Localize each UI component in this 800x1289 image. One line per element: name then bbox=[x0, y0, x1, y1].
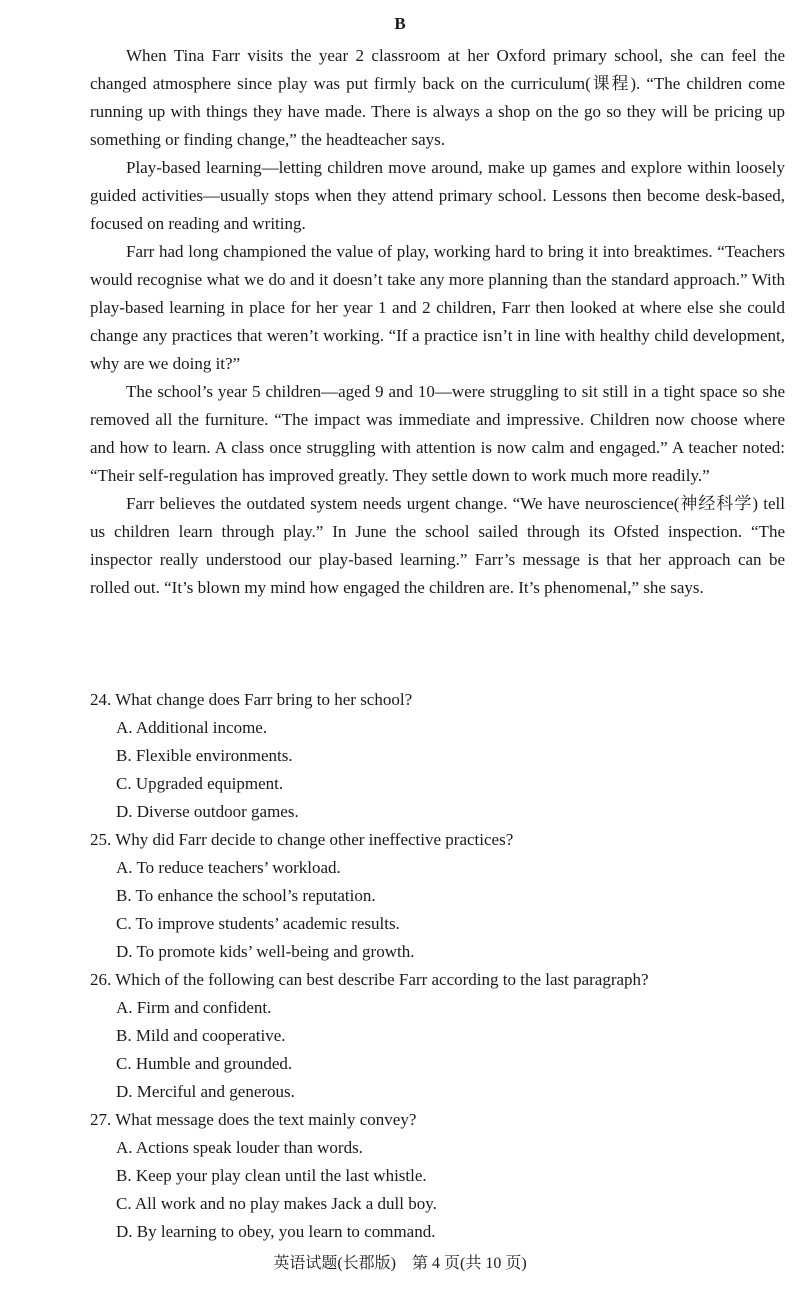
option-list bbox=[90, 1134, 785, 1246]
option-a: A. Actions speak louder than words. bbox=[116, 1138, 363, 1157]
option-c: C. To improve students’ academic results. bbox=[116, 914, 400, 933]
option-a: A. To reduce teachers’ workload. bbox=[116, 858, 341, 877]
option-a: A. Firm and confident. bbox=[116, 998, 272, 1017]
question-26 bbox=[90, 966, 785, 1106]
page-footer: 英语试题(长郡版) 第 4 页(共 10 页) bbox=[273, 1255, 527, 1272]
passage-paragraph-1: When Tina Farr visits the year 2 classroom at her Oxford primary school, she can feel the changed atmosphere since play was put firmly back on the curriculum(课程). “The children come running up with things they have made. There is always a shop on the go so they will be pricing up something or finding change,” the headteacher says. bbox=[90, 46, 785, 149]
question-stem: 26. Which of the following can best describe Farr according to the last paragraph? bbox=[90, 970, 649, 989]
question-list bbox=[90, 686, 785, 1246]
question-25 bbox=[90, 826, 785, 966]
option-b: B. Keep your play clean until the last whistle. bbox=[116, 1166, 427, 1185]
option-c: C. Humble and grounded. bbox=[116, 1054, 293, 1073]
option-d: D. Diverse outdoor games. bbox=[116, 802, 299, 821]
option-d: D. To promote kids’ well-being and growth. bbox=[116, 942, 415, 961]
option-a: A. Additional income. bbox=[116, 718, 268, 737]
option-c: C. Upgraded equipment. bbox=[116, 774, 284, 793]
section-label: B bbox=[394, 14, 406, 33]
option-d: D. By learning to obey, you learn to command. bbox=[116, 1222, 436, 1241]
option-c: C. All work and no play makes Jack a dull boy. bbox=[116, 1194, 437, 1213]
question-24 bbox=[90, 686, 785, 826]
passage-paragraph-4: The school’s year 5 children—aged 9 and 10—were struggling to sit still in a tight space so she removed all the furniture. “The impact was immediate and impressive. Children now choose where and how to learn. A class once struggling with attention is now calm and engaged.” A teacher noted: “Their self-regulation has improved greatly. They settle down to work much more readily.” bbox=[90, 382, 785, 485]
option-b: B. Flexible environments. bbox=[116, 746, 293, 765]
option-list bbox=[90, 994, 785, 1106]
question-stem: 25. Why did Farr decide to change other ineffective practices? bbox=[90, 830, 514, 849]
passage-paragraph-2: Play-based learning—letting children move around, make up games and explore within loosely guided activities—usually stops when they attend primary school. Lessons then become desk-based, focused on reading and writing. bbox=[90, 158, 785, 233]
question-stem: 27. What message does the text mainly convey? bbox=[90, 1110, 417, 1129]
option-b: B. To enhance the school’s reputation. bbox=[116, 886, 376, 905]
passage-paragraph-5: Farr believes the outdated system needs urgent change. “We have neuroscience(神经科学) tell us children learn through play.” In June the school sailed through its Ofsted inspection. “The inspector really understood our play-based learning.” Farr’s message is that her approach can be rolled out. “It’s blown my mind how engaged the children are. It’s phenomenal,” she says. bbox=[90, 494, 785, 597]
option-list bbox=[90, 714, 785, 826]
question-27 bbox=[90, 1106, 785, 1246]
option-d: D. Merciful and generous. bbox=[116, 1082, 295, 1101]
option-b: B. Mild and cooperative. bbox=[116, 1026, 286, 1045]
passage-paragraph-3: Farr had long championed the value of play, working hard to bring it into breaktimes. “Teachers would recognise what we do and it doesn’t take any more planning than the standard approach.” With play-based learning in place for her year 1 and 2 children, Farr then looked at where else she could change any practices that weren’t working. “If a practice isn’t in line with healthy child development, why are we doing it?” bbox=[90, 242, 785, 373]
reading-passage bbox=[90, 42, 785, 602]
question-stem: 24. What change does Farr bring to her school? bbox=[90, 690, 413, 709]
option-list bbox=[90, 854, 785, 966]
